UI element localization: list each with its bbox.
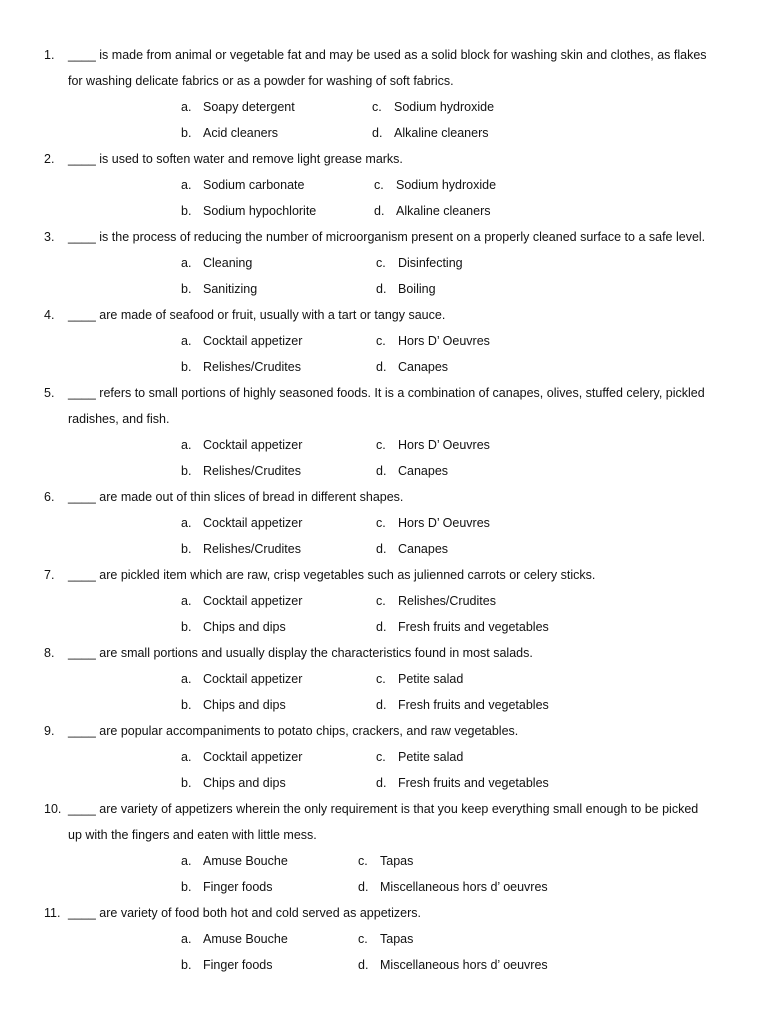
option-text: Cocktail appetizer <box>203 516 303 530</box>
option-letter: a. <box>181 334 192 348</box>
option-text: Fresh fruits and vegetables <box>398 698 549 712</box>
option-c[interactable] <box>376 250 463 276</box>
question-number: 3. <box>44 230 55 244</box>
option-letter: d. <box>376 698 387 712</box>
option-letter: b. <box>181 282 192 296</box>
options-row <box>0 276 768 302</box>
options-row <box>0 744 768 770</box>
question-stem: ____ refers to small portions of highly seasoned foods. It is a combination of canapes, olives, stuffed celery, pickled <box>68 386 705 400</box>
option-d[interactable] <box>376 458 448 484</box>
options-row <box>0 328 768 354</box>
option-letter: a. <box>181 750 192 764</box>
option-letter: d. <box>372 126 383 140</box>
option-b[interactable] <box>181 198 316 224</box>
option-letter: a. <box>181 594 192 608</box>
question-stem: ____ are variety of food both hot and cold served as appetizers. <box>68 906 422 920</box>
option-text: Alkaline cleaners <box>394 126 489 140</box>
option-text: Tapas <box>380 932 414 946</box>
options-row <box>0 770 768 796</box>
option-d[interactable] <box>376 276 436 302</box>
option-a[interactable] <box>181 432 302 458</box>
option-letter: b. <box>181 958 192 972</box>
option-text: Sanitizing <box>203 282 258 296</box>
question-number: 9. <box>44 724 55 738</box>
question-stem: ____ are pickled item which are raw, crisp vegetables such as julienned carrots or celery sticks. <box>68 568 596 582</box>
options-row <box>0 458 768 484</box>
question-stem: ____ are variety of appetizers wherein the only requirement is that you keep everything small enough to be picked <box>68 802 699 816</box>
option-a[interactable] <box>181 744 302 770</box>
option-text: Alkaline cleaners <box>396 204 491 218</box>
question-number: 1. <box>44 48 55 62</box>
question-1 <box>0 42 768 146</box>
question-7 <box>0 562 768 640</box>
question-number: 10. <box>44 802 62 816</box>
option-d[interactable] <box>376 770 549 796</box>
option-d[interactable] <box>376 614 549 640</box>
option-letter: c. <box>376 516 386 530</box>
question-stem: ____ is used to soften water and remove light grease marks. <box>68 152 403 166</box>
option-letter: c. <box>376 750 386 764</box>
option-letter: c. <box>376 438 386 452</box>
option-a[interactable] <box>181 926 288 952</box>
option-d[interactable] <box>376 692 549 718</box>
option-text: Canapes <box>398 360 449 374</box>
option-letter: b. <box>181 360 192 374</box>
options-row <box>0 120 768 146</box>
option-letter: a. <box>181 516 192 530</box>
options-row <box>0 510 768 536</box>
question-stem: ____ are popular accompaniments to potato chips, crackers, and raw vegetables. <box>68 724 519 738</box>
options-row <box>0 250 768 276</box>
option-letter: c. <box>376 594 386 608</box>
option-b[interactable] <box>181 276 257 302</box>
option-c[interactable] <box>358 848 413 874</box>
option-text: Boiling <box>398 282 436 296</box>
option-c[interactable] <box>376 510 490 536</box>
question-stem: ____ is made from animal or vegetable fat and may be used as a solid block for washing skin and clothes, as flakes <box>68 48 707 62</box>
option-letter: a. <box>181 256 192 270</box>
option-c[interactable] <box>376 744 463 770</box>
options-row <box>0 666 768 692</box>
option-text: Sodium hypochlorite <box>203 204 317 218</box>
option-letter: a. <box>181 854 192 868</box>
option-letter: c. <box>376 334 386 348</box>
option-text: Fresh fruits and vegetables <box>398 776 549 790</box>
option-letter: d. <box>376 620 387 634</box>
option-letter: d. <box>376 464 387 478</box>
options-row <box>0 432 768 458</box>
option-b[interactable] <box>181 536 301 562</box>
question-number: 11. <box>44 906 61 920</box>
option-text: Sodium hydroxide <box>394 100 495 114</box>
option-text: Hors D’ Oeuvres <box>398 438 490 452</box>
question-stem: ____ is the process of reducing the number of microorganism present on a properly cleaned surface to a safe level. <box>68 230 706 244</box>
option-a[interactable] <box>181 250 252 276</box>
option-text: Sodium carbonate <box>203 178 305 192</box>
option-text: Tapas <box>380 854 414 868</box>
option-d[interactable] <box>376 354 448 380</box>
question-number: 4. <box>44 308 55 322</box>
option-text: Amuse Bouche <box>203 932 288 946</box>
option-letter: d. <box>358 880 369 894</box>
question-stem-continued: radishes, and fish. <box>68 412 170 426</box>
option-d[interactable] <box>372 120 489 146</box>
question-number: 6. <box>44 490 55 504</box>
option-text: Petite salad <box>398 750 464 764</box>
question-stem-continued: for washing delicate fabrics or as a powder for washing of soft fabrics. <box>68 74 454 88</box>
option-letter: a. <box>181 178 192 192</box>
option-text: Soapy detergent <box>203 100 295 114</box>
question-9 <box>0 718 768 796</box>
option-letter: b. <box>181 776 192 790</box>
options-row <box>0 952 768 978</box>
option-letter: c. <box>374 178 384 192</box>
option-text: Cocktail appetizer <box>203 334 303 348</box>
option-a[interactable] <box>181 94 295 120</box>
option-text: Hors D’ Oeuvres <box>398 516 490 530</box>
option-c[interactable] <box>358 926 413 952</box>
option-d[interactable] <box>358 874 548 900</box>
option-letter: a. <box>181 932 192 946</box>
options-row <box>0 536 768 562</box>
option-text: Chips and dips <box>203 620 286 634</box>
option-text: Chips and dips <box>203 698 286 712</box>
question-10 <box>0 796 768 900</box>
option-text: Acid cleaners <box>203 126 279 140</box>
option-letter: a. <box>181 438 192 452</box>
option-a[interactable] <box>181 510 302 536</box>
option-letter: d. <box>376 360 387 374</box>
option-letter: b. <box>181 698 192 712</box>
option-letter: c. <box>376 256 386 270</box>
option-a[interactable] <box>181 666 302 692</box>
option-text: Cocktail appetizer <box>203 594 303 608</box>
option-c[interactable] <box>376 588 496 614</box>
option-a[interactable] <box>181 172 304 198</box>
option-text: Sodium hydroxide <box>396 178 497 192</box>
option-b[interactable] <box>181 874 272 900</box>
option-text: Canapes <box>398 464 449 478</box>
option-letter: c. <box>358 854 368 868</box>
options-row <box>0 614 768 640</box>
option-letter: a. <box>181 672 192 686</box>
question-3 <box>0 224 768 302</box>
question-4 <box>0 302 768 380</box>
options-row <box>0 874 768 900</box>
option-letter: c. <box>358 932 368 946</box>
option-text: Miscellaneous hors d’ oeuvres <box>380 958 548 972</box>
option-c[interactable] <box>374 172 496 198</box>
option-text: Hors D’ Oeuvres <box>398 334 490 348</box>
option-text: Cleaning <box>203 256 253 270</box>
option-letter: d. <box>374 204 385 218</box>
option-letter: b. <box>181 126 192 140</box>
question-11 <box>0 900 768 978</box>
question-6 <box>0 484 768 562</box>
question-number: 8. <box>44 646 55 660</box>
option-text: Miscellaneous hors d’ oeuvres <box>380 880 548 894</box>
options-row <box>0 692 768 718</box>
option-letter: b. <box>181 542 192 556</box>
option-d[interactable] <box>358 952 548 978</box>
option-letter: a. <box>181 100 192 114</box>
question-2 <box>0 146 768 224</box>
option-letter: c. <box>372 100 382 114</box>
option-text: Relishes/Crudites <box>203 542 301 556</box>
option-text: Relishes/Crudites <box>398 594 496 608</box>
option-text: Chips and dips <box>203 776 286 790</box>
option-b[interactable] <box>181 458 301 484</box>
question-stem: ____ are small portions and usually display the characteristics found in most salads. <box>68 646 533 660</box>
question-stem-continued: up with the fingers and eaten with little mess. <box>68 828 317 842</box>
option-letter: d. <box>376 776 387 790</box>
question-number: 5. <box>44 386 55 400</box>
option-b[interactable] <box>181 952 272 978</box>
question-8 <box>0 640 768 718</box>
option-b[interactable] <box>181 120 278 146</box>
options-row <box>0 172 768 198</box>
question-stem: ____ are made of seafood or fruit, usually with a tart or tangy sauce. <box>68 308 446 322</box>
option-a[interactable] <box>181 588 302 614</box>
option-text: Finger foods <box>203 958 273 972</box>
options-row <box>0 588 768 614</box>
option-text: Relishes/Crudites <box>203 464 301 478</box>
option-b[interactable] <box>181 692 286 718</box>
option-text: Disinfecting <box>398 256 463 270</box>
option-d[interactable] <box>376 536 448 562</box>
option-b[interactable] <box>181 614 286 640</box>
option-letter: d. <box>376 282 387 296</box>
options-row <box>0 354 768 380</box>
question-stem: ____ are made out of thin slices of bread in different shapes. <box>68 490 404 504</box>
option-text: Canapes <box>398 542 449 556</box>
question-number: 7. <box>44 568 55 582</box>
options-row <box>0 848 768 874</box>
options-row <box>0 94 768 120</box>
option-letter: b. <box>181 464 192 478</box>
question-5 <box>0 380 768 484</box>
option-letter: d. <box>358 958 369 972</box>
option-text: Finger foods <box>203 880 273 894</box>
question-number: 2. <box>44 152 55 166</box>
option-letter: d. <box>376 542 387 556</box>
option-letter: b. <box>181 620 192 634</box>
option-a[interactable] <box>181 848 288 874</box>
option-letter: c. <box>376 672 386 686</box>
option-c[interactable] <box>372 94 494 120</box>
options-row <box>0 198 768 224</box>
options-row <box>0 926 768 952</box>
option-d[interactable] <box>374 198 491 224</box>
option-text: Cocktail appetizer <box>203 438 303 452</box>
option-text: Amuse Bouche <box>203 854 288 868</box>
option-c[interactable] <box>376 666 463 692</box>
option-c[interactable] <box>376 432 490 458</box>
option-b[interactable] <box>181 354 301 380</box>
option-c[interactable] <box>376 328 490 354</box>
option-text: Petite salad <box>398 672 464 686</box>
option-b[interactable] <box>181 770 286 796</box>
option-text: Cocktail appetizer <box>203 672 303 686</box>
option-text: Cocktail appetizer <box>203 750 303 764</box>
option-text: Relishes/Crudites <box>203 360 301 374</box>
option-a[interactable] <box>181 328 302 354</box>
option-letter: b. <box>181 880 192 894</box>
option-text: Fresh fruits and vegetables <box>398 620 549 634</box>
option-letter: b. <box>181 204 192 218</box>
